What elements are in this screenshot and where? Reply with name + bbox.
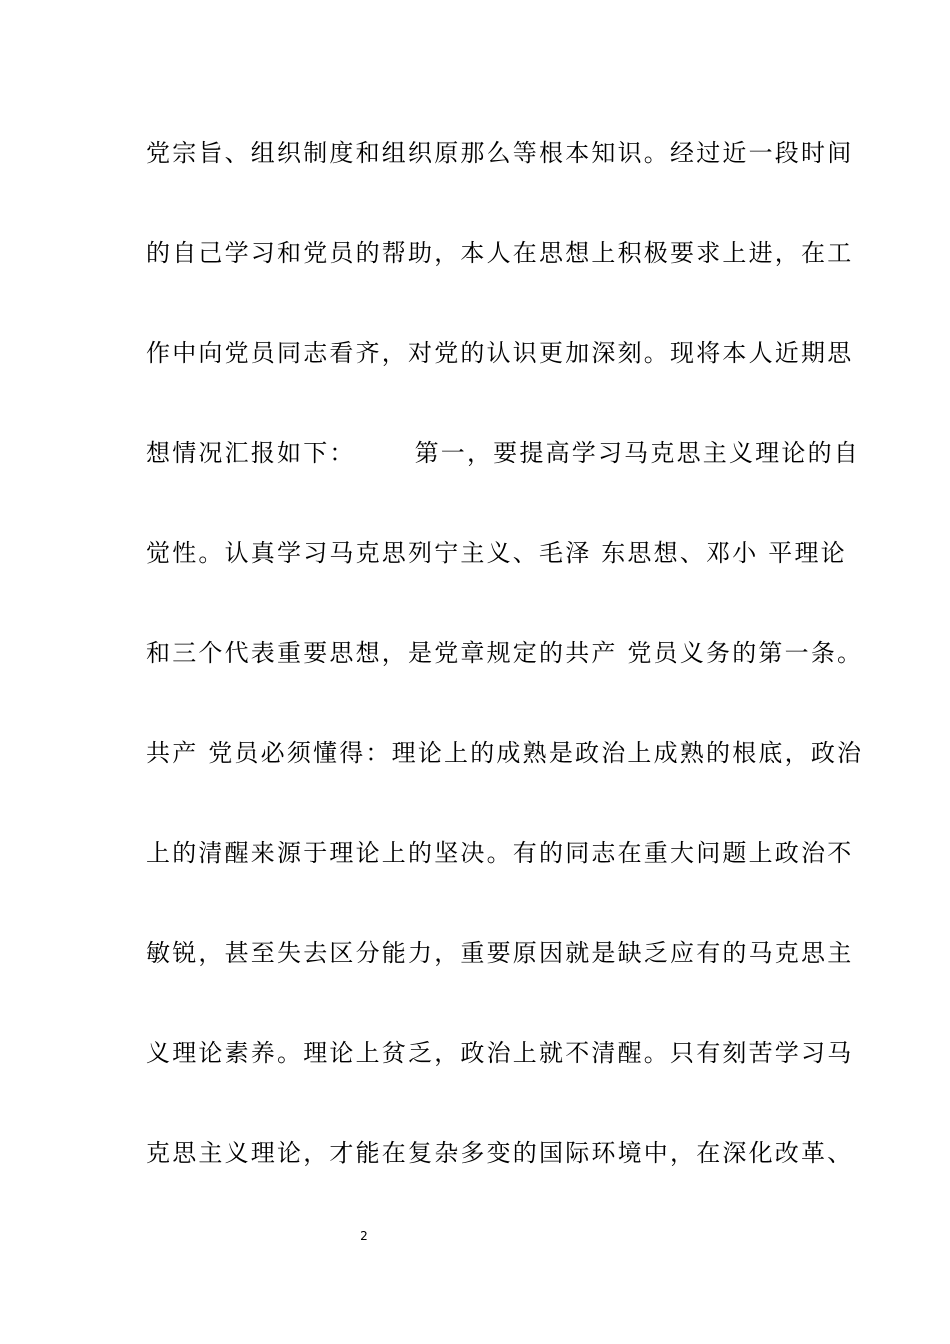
text-line-2: 的自己学习和党员的帮助，本人在思想上积极要求上进，在工 [146,239,854,267]
text-line-9: 敏锐，甚至失去区分能力，重要原因就是缺乏应有的马克思主 [146,939,854,967]
text-line-10: 义理论素养。理论上贫乏，政治上就不清醒。只有刻苦学习马 [146,1039,854,1067]
text-line-8: 上的清醒来源于理论上的坚决。有的同志在重大问题上政治不 [146,839,854,867]
body-text [146,124,864,1224]
text-line-7: 共产 党员必须懂得：理论上的成熟是政治上成熟的根底，政治 [146,739,864,767]
text-line-1: 党宗旨、组织制度和组织原那么等根本知识。经过近一段时间 [146,139,854,167]
page-number: 2 [360,1229,368,1243]
text-line-3: 作中向党员同志看齐，对党的认识更加深刻。现将本人近期思 [146,339,854,367]
text-line-4: 想情况汇报如下： 第一，要提高学习马克思主义理论的自 [146,439,860,467]
text-line-5: 觉性。认真学习马克思列宁主义、毛泽 东思想、邓小 平理论 [146,539,847,567]
text-line-11: 克思主义理论，才能在复杂多变的国际环境中，在深化改革、 [146,1139,854,1167]
text-line-6: 和三个代表重要思想，是党章规定的共产 党员义务的第一条。 [146,639,864,667]
